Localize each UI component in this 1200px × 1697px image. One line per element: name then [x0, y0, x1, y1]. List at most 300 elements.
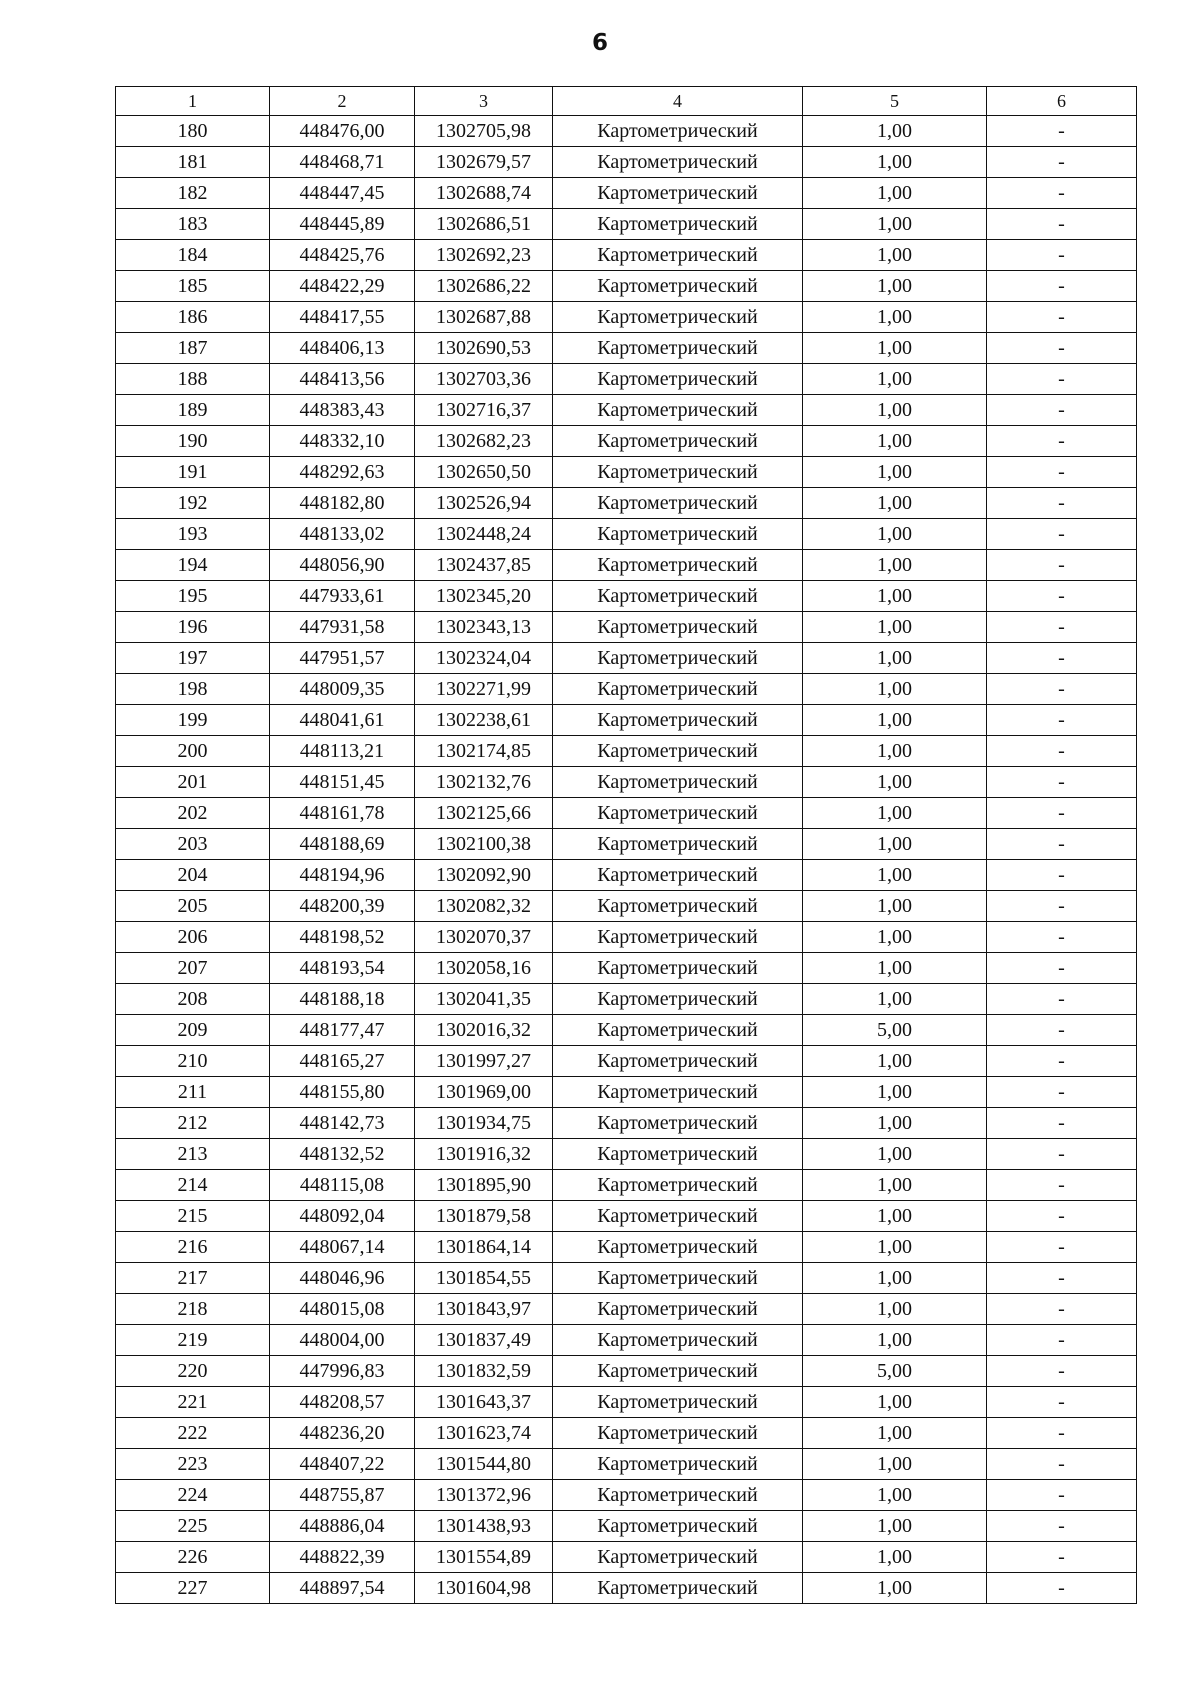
table-row	[116, 798, 1137, 829]
x-coordinate-cell: 448383,43	[270, 395, 415, 426]
table-row	[116, 178, 1137, 209]
x-coordinate-cell: 448476,00	[270, 116, 415, 147]
description-cell: -	[987, 1139, 1137, 1170]
table-row	[116, 1387, 1137, 1418]
description-cell: -	[987, 147, 1137, 178]
description-cell: -	[987, 1046, 1137, 1077]
method-cell: Картометрический	[553, 1139, 803, 1170]
y-coordinate-cell: 1301916,32	[415, 1139, 553, 1170]
table-row	[116, 612, 1137, 643]
description-cell: -	[987, 116, 1137, 147]
description-cell: -	[987, 1170, 1137, 1201]
method-cell: Картометрический	[553, 1263, 803, 1294]
point-number-cell: 188	[116, 364, 270, 395]
table-row	[116, 953, 1137, 984]
accuracy-cell: 1,00	[803, 674, 987, 705]
table-row	[116, 1139, 1137, 1170]
table-row	[116, 1077, 1137, 1108]
accuracy-cell: 1,00	[803, 1573, 987, 1604]
table-row	[116, 1263, 1137, 1294]
description-cell: -	[987, 829, 1137, 860]
method-cell: Картометрический	[553, 1015, 803, 1046]
point-number-cell: 225	[116, 1511, 270, 1542]
y-coordinate-cell: 1301623,74	[415, 1418, 553, 1449]
method-cell: Картометрический	[553, 302, 803, 333]
description-cell: -	[987, 1108, 1137, 1139]
method-cell: Картометрический	[553, 209, 803, 240]
description-cell: -	[987, 519, 1137, 550]
description-cell: -	[987, 1356, 1137, 1387]
x-coordinate-cell: 447951,57	[270, 643, 415, 674]
x-coordinate-cell: 448468,71	[270, 147, 415, 178]
method-cell: Картометрический	[553, 736, 803, 767]
description-cell: -	[987, 612, 1137, 643]
table-row	[116, 147, 1137, 178]
point-number-cell: 215	[116, 1201, 270, 1232]
x-coordinate-cell: 448041,61	[270, 705, 415, 736]
method-cell: Картометрический	[553, 984, 803, 1015]
x-coordinate-cell: 448194,96	[270, 860, 415, 891]
description-cell: -	[987, 643, 1137, 674]
method-cell: Картометрический	[553, 612, 803, 643]
table-row	[116, 674, 1137, 705]
table-row	[116, 1542, 1137, 1573]
table-row	[116, 240, 1137, 271]
description-cell: -	[987, 1077, 1137, 1108]
x-coordinate-cell: 448897,54	[270, 1573, 415, 1604]
accuracy-cell: 1,00	[803, 1325, 987, 1356]
y-coordinate-cell: 1301864,14	[415, 1232, 553, 1263]
method-cell: Картометрический	[553, 1542, 803, 1573]
x-coordinate-cell: 448165,27	[270, 1046, 415, 1077]
y-coordinate-cell: 1302132,76	[415, 767, 553, 798]
accuracy-cell: 1,00	[803, 209, 987, 240]
x-coordinate-cell: 448015,08	[270, 1294, 415, 1325]
point-number-cell: 195	[116, 581, 270, 612]
description-cell: -	[987, 1294, 1137, 1325]
point-number-cell: 200	[116, 736, 270, 767]
method-cell: Картометрический	[553, 1573, 803, 1604]
y-coordinate-cell: 1302324,04	[415, 643, 553, 674]
accuracy-cell: 1,00	[803, 643, 987, 674]
column-header-6: 6	[987, 87, 1137, 116]
point-number-cell: 198	[116, 674, 270, 705]
column-header-2: 2	[270, 87, 415, 116]
method-cell: Картометрический	[553, 829, 803, 860]
x-coordinate-cell: 448133,02	[270, 519, 415, 550]
accuracy-cell: 1,00	[803, 333, 987, 364]
x-coordinate-cell: 448092,04	[270, 1201, 415, 1232]
method-cell: Картометрический	[553, 1232, 803, 1263]
accuracy-cell: 1,00	[803, 1232, 987, 1263]
description-cell: -	[987, 674, 1137, 705]
description-cell: -	[987, 1387, 1137, 1418]
table-row	[116, 1015, 1137, 1046]
table-row	[116, 891, 1137, 922]
method-cell: Картометрический	[553, 333, 803, 364]
x-coordinate-cell: 448422,29	[270, 271, 415, 302]
method-cell: Картометрический	[553, 457, 803, 488]
x-coordinate-cell: 448132,52	[270, 1139, 415, 1170]
table-row	[116, 705, 1137, 736]
point-number-cell: 227	[116, 1573, 270, 1604]
y-coordinate-cell: 1301832,59	[415, 1356, 553, 1387]
method-cell: Картометрический	[553, 581, 803, 612]
accuracy-cell: 1,00	[803, 395, 987, 426]
x-coordinate-cell: 448886,04	[270, 1511, 415, 1542]
description-cell: -	[987, 953, 1137, 984]
point-number-cell: 182	[116, 178, 270, 209]
y-coordinate-cell: 1302688,74	[415, 178, 553, 209]
point-number-cell: 189	[116, 395, 270, 426]
y-coordinate-cell: 1302125,66	[415, 798, 553, 829]
x-coordinate-cell: 448425,76	[270, 240, 415, 271]
y-coordinate-cell: 1302686,22	[415, 271, 553, 302]
column-header-4: 4	[553, 87, 803, 116]
method-cell: Картометрический	[553, 426, 803, 457]
x-coordinate-cell: 448177,47	[270, 1015, 415, 1046]
method-cell: Картометрический	[553, 1325, 803, 1356]
method-cell: Картометрический	[553, 922, 803, 953]
description-cell: -	[987, 1480, 1137, 1511]
table-row	[116, 1511, 1137, 1542]
x-coordinate-cell: 448413,56	[270, 364, 415, 395]
table-row	[116, 1201, 1137, 1232]
description-cell: -	[987, 736, 1137, 767]
description-cell: -	[987, 891, 1137, 922]
accuracy-cell: 1,00	[803, 240, 987, 271]
point-number-cell: 185	[116, 271, 270, 302]
description-cell: -	[987, 1418, 1137, 1449]
table-row	[116, 364, 1137, 395]
x-coordinate-cell: 448142,73	[270, 1108, 415, 1139]
y-coordinate-cell: 1301879,58	[415, 1201, 553, 1232]
y-coordinate-cell: 1301934,75	[415, 1108, 553, 1139]
y-coordinate-cell: 1302687,88	[415, 302, 553, 333]
x-coordinate-cell: 448004,00	[270, 1325, 415, 1356]
description-cell: -	[987, 1232, 1137, 1263]
y-coordinate-cell: 1302690,53	[415, 333, 553, 364]
x-coordinate-cell: 448009,35	[270, 674, 415, 705]
point-number-cell: 197	[116, 643, 270, 674]
description-cell: -	[987, 364, 1137, 395]
coordinates-table	[115, 86, 1137, 1604]
description-cell: -	[987, 426, 1137, 457]
x-coordinate-cell: 448151,45	[270, 767, 415, 798]
accuracy-cell: 1,00	[803, 1077, 987, 1108]
y-coordinate-cell: 1301854,55	[415, 1263, 553, 1294]
y-coordinate-cell: 1302345,20	[415, 581, 553, 612]
y-coordinate-cell: 1302058,16	[415, 953, 553, 984]
accuracy-cell: 5,00	[803, 1356, 987, 1387]
point-number-cell: 209	[116, 1015, 270, 1046]
point-number-cell: 190	[116, 426, 270, 457]
method-cell: Картометрический	[553, 798, 803, 829]
x-coordinate-cell: 448067,14	[270, 1232, 415, 1263]
x-coordinate-cell: 447931,58	[270, 612, 415, 643]
accuracy-cell: 1,00	[803, 488, 987, 519]
point-number-cell: 202	[116, 798, 270, 829]
table-row	[116, 1046, 1137, 1077]
point-number-cell: 201	[116, 767, 270, 798]
accuracy-cell: 1,00	[803, 705, 987, 736]
table-row	[116, 457, 1137, 488]
x-coordinate-cell: 448188,18	[270, 984, 415, 1015]
point-number-cell: 203	[116, 829, 270, 860]
point-number-cell: 220	[116, 1356, 270, 1387]
method-cell: Картометрический	[553, 1418, 803, 1449]
x-coordinate-cell: 448161,78	[270, 798, 415, 829]
accuracy-cell: 1,00	[803, 271, 987, 302]
table-row	[116, 984, 1137, 1015]
table-body	[116, 116, 1137, 1604]
x-coordinate-cell: 448417,55	[270, 302, 415, 333]
description-cell: -	[987, 798, 1137, 829]
y-coordinate-cell: 1302703,36	[415, 364, 553, 395]
method-cell: Картометрический	[553, 767, 803, 798]
x-coordinate-cell: 448046,96	[270, 1263, 415, 1294]
table-row	[116, 829, 1137, 860]
method-cell: Картометрический	[553, 364, 803, 395]
description-cell: -	[987, 581, 1137, 612]
accuracy-cell: 1,00	[803, 1294, 987, 1325]
y-coordinate-cell: 1301895,90	[415, 1170, 553, 1201]
accuracy-cell: 1,00	[803, 519, 987, 550]
page-number: 6	[591, 30, 608, 56]
accuracy-cell: 1,00	[803, 302, 987, 333]
description-cell: -	[987, 922, 1137, 953]
description-cell: -	[987, 240, 1137, 271]
table-row	[116, 1108, 1137, 1139]
point-number-cell: 223	[116, 1449, 270, 1480]
method-cell: Картометрический	[553, 271, 803, 302]
y-coordinate-cell: 1301438,93	[415, 1511, 553, 1542]
method-cell: Картометрический	[553, 550, 803, 581]
x-coordinate-cell: 448292,63	[270, 457, 415, 488]
description-cell: -	[987, 1511, 1137, 1542]
point-number-cell: 183	[116, 209, 270, 240]
y-coordinate-cell: 1302526,94	[415, 488, 553, 519]
y-coordinate-cell: 1302174,85	[415, 736, 553, 767]
table-row	[116, 209, 1137, 240]
description-cell: -	[987, 1201, 1137, 1232]
point-number-cell: 193	[116, 519, 270, 550]
point-number-cell: 191	[116, 457, 270, 488]
accuracy-cell: 1,00	[803, 1480, 987, 1511]
y-coordinate-cell: 1302100,38	[415, 829, 553, 860]
x-coordinate-cell: 448406,13	[270, 333, 415, 364]
y-coordinate-cell: 1302716,37	[415, 395, 553, 426]
y-coordinate-cell: 1301843,97	[415, 1294, 553, 1325]
y-coordinate-cell: 1302692,23	[415, 240, 553, 271]
description-cell: -	[987, 488, 1137, 519]
y-coordinate-cell: 1302238,61	[415, 705, 553, 736]
accuracy-cell: 1,00	[803, 116, 987, 147]
x-coordinate-cell: 448193,54	[270, 953, 415, 984]
x-coordinate-cell: 448407,22	[270, 1449, 415, 1480]
description-cell: -	[987, 457, 1137, 488]
accuracy-cell: 1,00	[803, 736, 987, 767]
method-cell: Картометрический	[553, 1046, 803, 1077]
accuracy-cell: 1,00	[803, 891, 987, 922]
table-row	[116, 488, 1137, 519]
method-cell: Картометрический	[553, 1511, 803, 1542]
accuracy-cell: 5,00	[803, 1015, 987, 1046]
description-cell: -	[987, 178, 1137, 209]
description-cell: -	[987, 1263, 1137, 1294]
point-number-cell: 216	[116, 1232, 270, 1263]
point-number-cell: 199	[116, 705, 270, 736]
y-coordinate-cell: 1302343,13	[415, 612, 553, 643]
point-number-cell: 204	[116, 860, 270, 891]
method-cell: Картометрический	[553, 1480, 803, 1511]
description-cell: -	[987, 767, 1137, 798]
y-coordinate-cell: 1301997,27	[415, 1046, 553, 1077]
point-number-cell: 224	[116, 1480, 270, 1511]
method-cell: Картометрический	[553, 1387, 803, 1418]
table-row	[116, 116, 1137, 147]
method-cell: Картометрический	[553, 1449, 803, 1480]
point-number-cell: 208	[116, 984, 270, 1015]
description-cell: -	[987, 1573, 1137, 1604]
y-coordinate-cell: 1302041,35	[415, 984, 553, 1015]
y-coordinate-cell: 1301604,98	[415, 1573, 553, 1604]
x-coordinate-cell: 448208,57	[270, 1387, 415, 1418]
y-coordinate-cell: 1302082,32	[415, 891, 553, 922]
x-coordinate-cell: 448445,89	[270, 209, 415, 240]
method-cell: Картометрический	[553, 1356, 803, 1387]
accuracy-cell: 1,00	[803, 767, 987, 798]
point-number-cell: 206	[116, 922, 270, 953]
description-cell: -	[987, 1015, 1137, 1046]
method-cell: Картометрический	[553, 643, 803, 674]
table-row	[116, 1449, 1137, 1480]
y-coordinate-cell: 1302705,98	[415, 116, 553, 147]
table-row	[116, 1480, 1137, 1511]
description-cell: -	[987, 550, 1137, 581]
accuracy-cell: 1,00	[803, 1170, 987, 1201]
accuracy-cell: 1,00	[803, 1263, 987, 1294]
y-coordinate-cell: 1302679,57	[415, 147, 553, 178]
point-number-cell: 180	[116, 116, 270, 147]
table-row	[116, 302, 1137, 333]
point-number-cell: 196	[116, 612, 270, 643]
point-number-cell: 184	[116, 240, 270, 271]
accuracy-cell: 1,00	[803, 1542, 987, 1573]
method-cell: Картометрический	[553, 240, 803, 271]
method-cell: Картометрический	[553, 891, 803, 922]
table-row	[116, 860, 1137, 891]
x-coordinate-cell: 448155,80	[270, 1077, 415, 1108]
accuracy-cell: 1,00	[803, 1139, 987, 1170]
method-cell: Картометрический	[553, 1077, 803, 1108]
y-coordinate-cell: 1302070,37	[415, 922, 553, 953]
method-cell: Картометрический	[553, 860, 803, 891]
y-coordinate-cell: 1301643,37	[415, 1387, 553, 1418]
x-coordinate-cell: 448447,45	[270, 178, 415, 209]
y-coordinate-cell: 1302437,85	[415, 550, 553, 581]
description-cell: -	[987, 705, 1137, 736]
y-coordinate-cell: 1302271,99	[415, 674, 553, 705]
table-row	[116, 1232, 1137, 1263]
description-cell: -	[987, 271, 1137, 302]
method-cell: Картометрический	[553, 488, 803, 519]
accuracy-cell: 1,00	[803, 457, 987, 488]
table-row	[116, 581, 1137, 612]
description-cell: -	[987, 333, 1137, 364]
y-coordinate-cell: 1301544,80	[415, 1449, 553, 1480]
x-coordinate-cell: 448115,08	[270, 1170, 415, 1201]
table-row	[116, 736, 1137, 767]
point-number-cell: 194	[116, 550, 270, 581]
accuracy-cell: 1,00	[803, 1511, 987, 1542]
description-cell: -	[987, 1325, 1137, 1356]
method-cell: Картометрический	[553, 395, 803, 426]
point-number-cell: 211	[116, 1077, 270, 1108]
accuracy-cell: 1,00	[803, 1418, 987, 1449]
x-coordinate-cell: 448188,69	[270, 829, 415, 860]
x-coordinate-cell: 448822,39	[270, 1542, 415, 1573]
description-cell: -	[987, 1542, 1137, 1573]
header-row	[116, 87, 1137, 116]
accuracy-cell: 1,00	[803, 364, 987, 395]
point-number-cell: 219	[116, 1325, 270, 1356]
table-row	[116, 519, 1137, 550]
x-coordinate-cell: 447933,61	[270, 581, 415, 612]
table-row	[116, 426, 1137, 457]
table-row	[116, 1356, 1137, 1387]
accuracy-cell: 1,00	[803, 1201, 987, 1232]
point-number-cell: 212	[116, 1108, 270, 1139]
x-coordinate-cell: 448332,10	[270, 426, 415, 457]
point-number-cell: 210	[116, 1046, 270, 1077]
x-coordinate-cell: 448113,21	[270, 736, 415, 767]
table-row	[116, 395, 1137, 426]
y-coordinate-cell: 1302686,51	[415, 209, 553, 240]
column-header-5: 5	[803, 87, 987, 116]
method-cell: Картометрический	[553, 178, 803, 209]
x-coordinate-cell: 448198,52	[270, 922, 415, 953]
method-cell: Картометрический	[553, 147, 803, 178]
accuracy-cell: 1,00	[803, 984, 987, 1015]
accuracy-cell: 1,00	[803, 612, 987, 643]
point-number-cell: 187	[116, 333, 270, 364]
y-coordinate-cell: 1302016,32	[415, 1015, 553, 1046]
point-number-cell: 226	[116, 1542, 270, 1573]
table-row	[116, 767, 1137, 798]
point-number-cell: 221	[116, 1387, 270, 1418]
accuracy-cell: 1,00	[803, 829, 987, 860]
accuracy-cell: 1,00	[803, 178, 987, 209]
table-header	[116, 87, 1137, 116]
point-number-cell: 218	[116, 1294, 270, 1325]
table-row	[116, 1294, 1137, 1325]
x-coordinate-cell: 448056,90	[270, 550, 415, 581]
point-number-cell: 213	[116, 1139, 270, 1170]
accuracy-cell: 1,00	[803, 1108, 987, 1139]
x-coordinate-cell: 448755,87	[270, 1480, 415, 1511]
accuracy-cell: 1,00	[803, 1449, 987, 1480]
description-cell: -	[987, 860, 1137, 891]
y-coordinate-cell: 1302092,90	[415, 860, 553, 891]
method-cell: Картометрический	[553, 674, 803, 705]
table-row	[116, 1170, 1137, 1201]
description-cell: -	[987, 209, 1137, 240]
accuracy-cell: 1,00	[803, 953, 987, 984]
y-coordinate-cell: 1301837,49	[415, 1325, 553, 1356]
method-cell: Картометрический	[553, 1108, 803, 1139]
point-number-cell: 186	[116, 302, 270, 333]
